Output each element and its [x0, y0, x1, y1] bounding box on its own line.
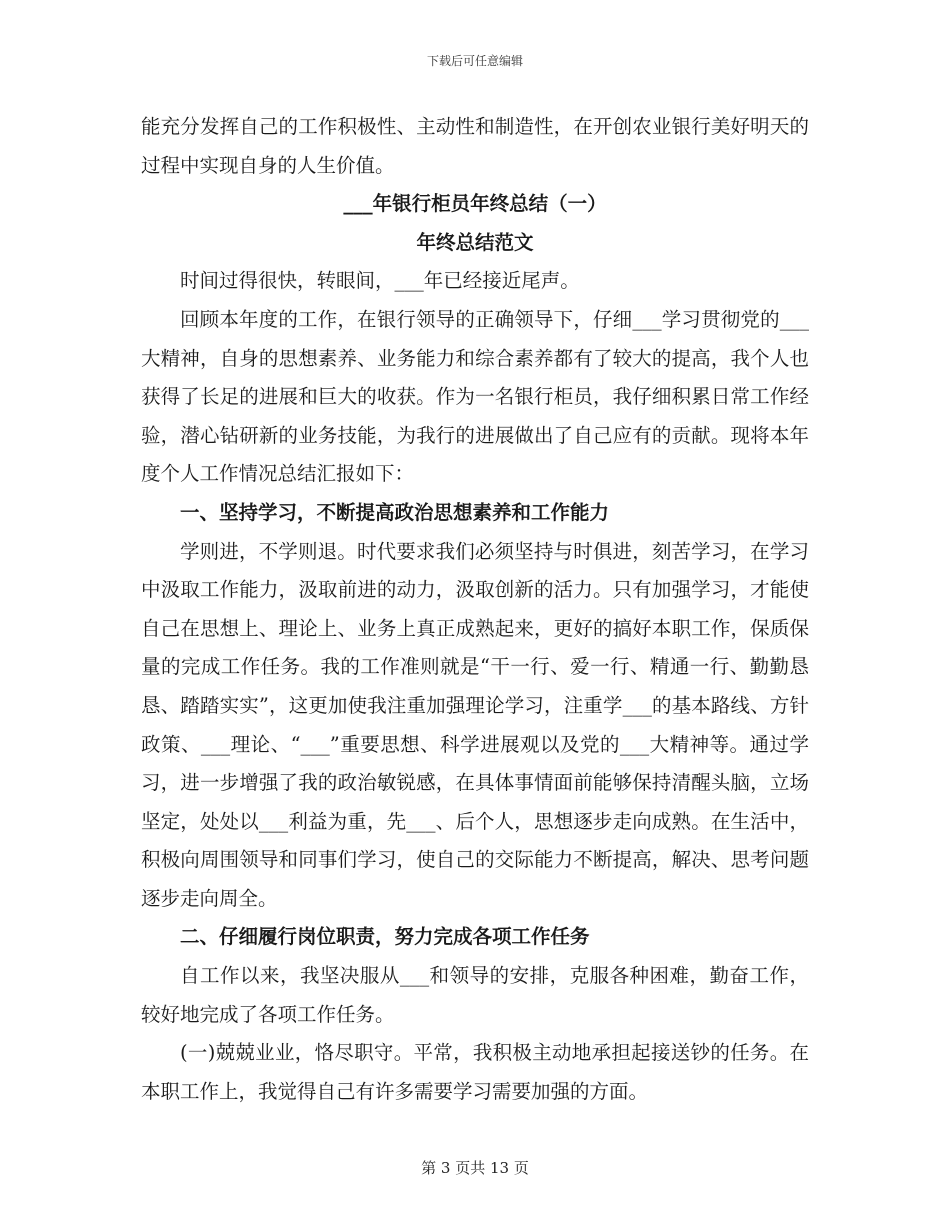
section-heading-1: 一、坚持学习，不断提高政治思想素养和工作能力 [180, 500, 610, 524]
page-header: 下载后可任意编辑 [426, 54, 523, 68]
intro-paragraph: 时间过得很快，转眼间，___年已经接近尾声。 [180, 269, 580, 293]
continuation-paragraph: 能充分发挥自己的工作积极性、主动性和制造性，在开创农业银行美好明天的过程中实现自身的人生价值。 [141, 115, 809, 177]
paragraph-learning: 学则进，不学则退。时代要求我们必须坚持与时俱进，刻苦学习，在学习中汲取工作能力，汲取前进的动力，汲取创新的活力。只有加强学习，才能使自己在思想上、理论上、业务上真正成熟起来，更好的搞好本职工作，保质保量的完成工作任务。我的工作准则就是“干一行、爱一行、精通一行、勤勤恳恳、踏踏实实”，这更加使我注重加强理论学习，注重学___的基本路线、方针政策、___理论、“___”重要思想、科学进展观以及党的___大精神等。通过学习，进一步增强了我的政治敏锐感，在具体事情面前能够保持清醒头脑，立场坚定，处处以___利益为重，先___、后个人，思想逐步走向成熟。在生活中，积极向周围领导和同事们学习，使自己的交际能力不断提高，解决、思考问题逐步走向周全。 [141, 539, 809, 910]
page-footer: 第 3 页共 13 页 [421, 1159, 529, 1177]
document-body [141, 108, 809, 1111]
document-subtitle: 年终总结范文 [416, 230, 534, 254]
paragraph-diligence: (一)兢兢业业，恪尽职守。平常，我积极主动地承担起接送钞的任务。在本职工作上，我觉得自己有许多需要学习需要加强的方面。 [141, 1041, 809, 1103]
section-heading-2: 二、仔细履行岗位职责，努力完成各项工作任务 [180, 925, 590, 949]
document-title: ___年银行柜员年终总结（一） [343, 192, 607, 216]
paragraph-review: 回顾本年度的工作，在银行领导的正确领导下，仔细___学习贯彻党的___大精神，自身的思想素养、业务能力和综合素养都有了较大的提高，我个人也获得了长足的进展和巨大的收获。作为一名银行柜员，我仔细积累日常工作经验，潜心钻研新的业务技能，为我行的进展做出了自己应有的贡献。现将本年度个人工作情况总结汇报如下： [141, 307, 809, 486]
paragraph-duties: 自工作以来，我坚决服从___和领导的安排，克服各种困难，勤奋工作，较好地完成了各项工作任务。 [141, 964, 809, 1026]
